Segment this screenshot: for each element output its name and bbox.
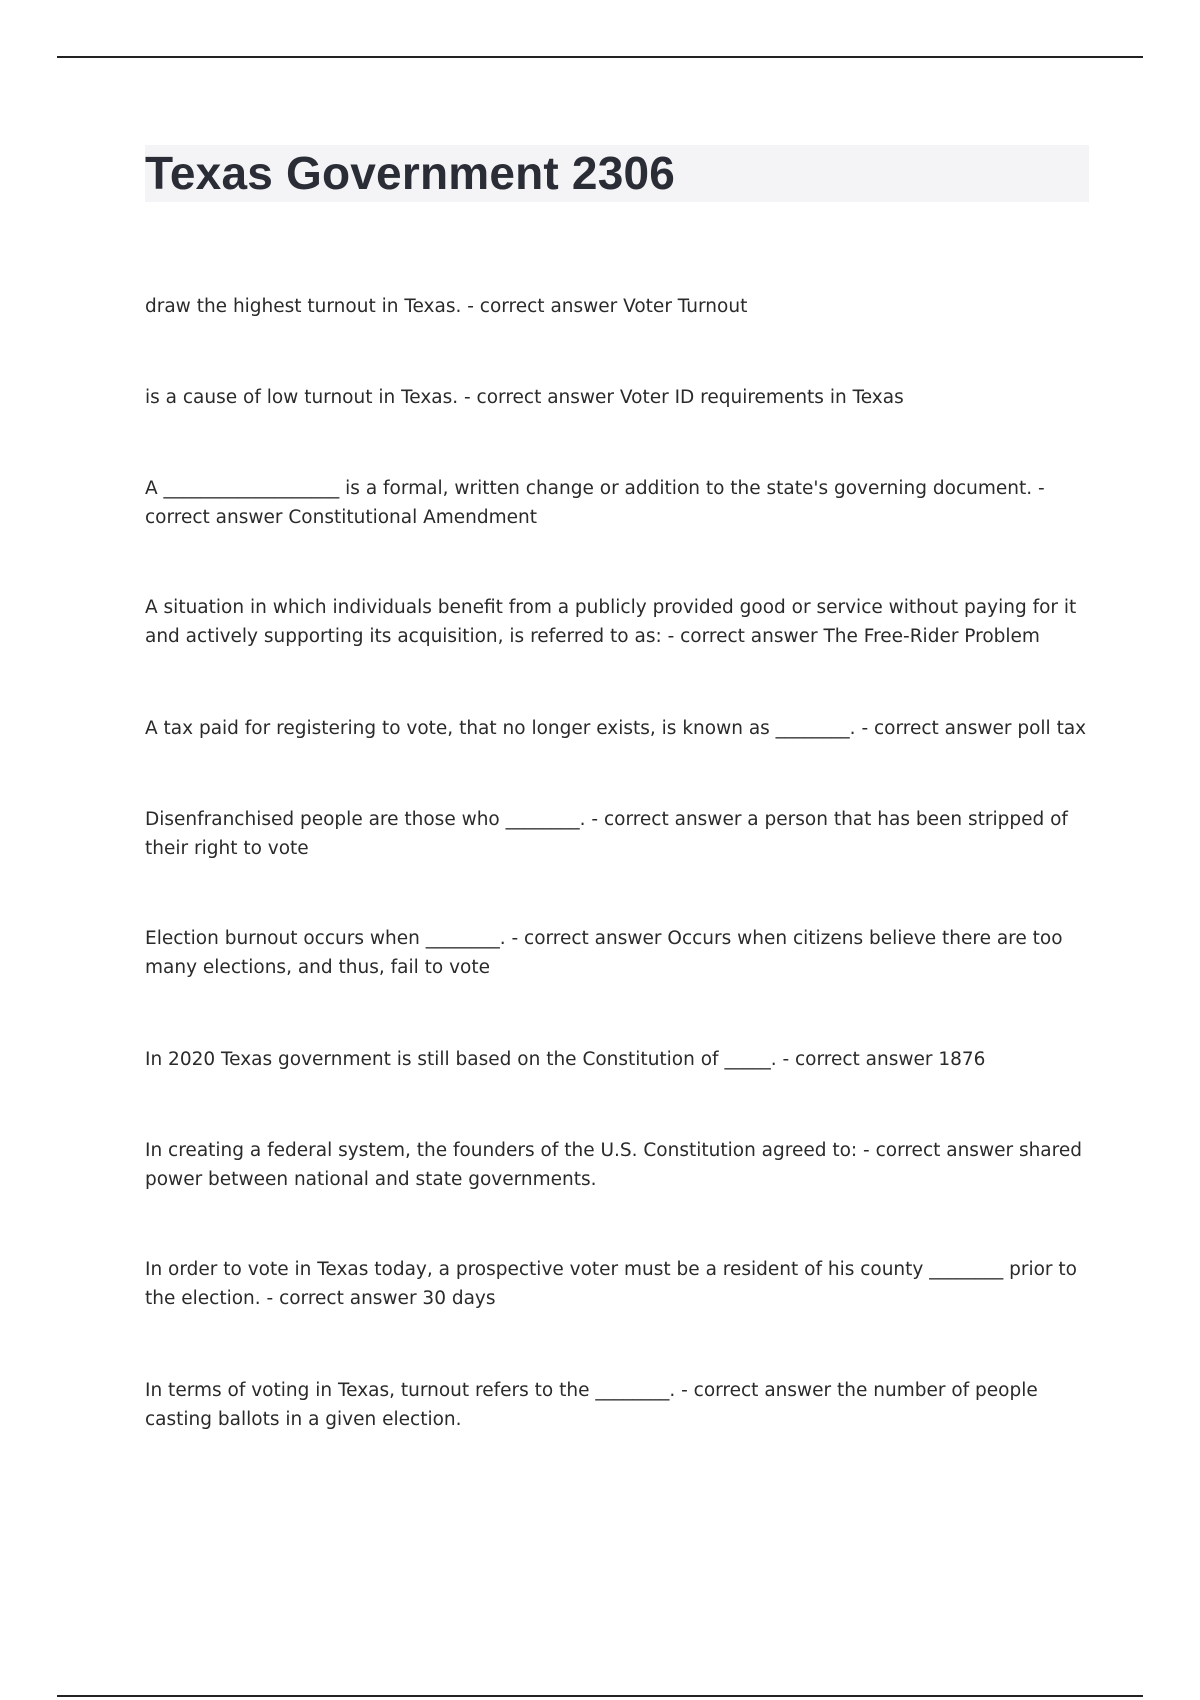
qa-item-6: Disenfranchised people are those who ________. - correct answer a person that has been stripped of their right to vote [145,809,1068,859]
qa-item-7: Election burnout occurs when ________. - correct answer Occurs when citizens believe there are too many elections, and thus, fail to vote [145,928,1063,978]
qa-item-9: In creating a federal system, the founders of the U.S. Constitution agreed to: - correct answer shared power between national and state governments. [145,1140,1082,1190]
title-banner [145,145,1089,202]
qa-item-11: In terms of voting in Texas, turnout refers to the ________. - correct answer the number of people casting ballots in a given election. [145,1380,1038,1430]
qa-item-4: A situation in which individuals benefit from a publicly provided good or service without paying for it and actively supporting its acquisition, is referred to as: - correct answer The Free-Rider Problem [145,597,1077,647]
qa-item-5: A tax paid for registering to vote, that no longer exists, is known as ________. - correct answer poll tax [145,718,1087,739]
qa-item-1: draw the highest turnout in Texas. - correct answer Voter Turnout [145,296,748,317]
qa-item-3: A ___________________ is a formal, written change or addition to the state's governing document. - correct answer Constitutional Amendment [145,478,1045,528]
qa-item-2: is a cause of low turnout in Texas. - correct answer Voter ID requirements in Texas [145,387,904,408]
bottom-divider [57,1695,1143,1697]
qa-item-8: In 2020 Texas government is still based on the Constitution of _____. - correct answer 1876 [145,1049,986,1070]
top-divider [57,56,1143,58]
qa-item-10: In order to vote in Texas today, a prospective voter must be a resident of his county ________ prior to the election. - correct answer 30 days [145,1259,1077,1309]
page-title: Texas Government 2306 [145,147,676,199]
